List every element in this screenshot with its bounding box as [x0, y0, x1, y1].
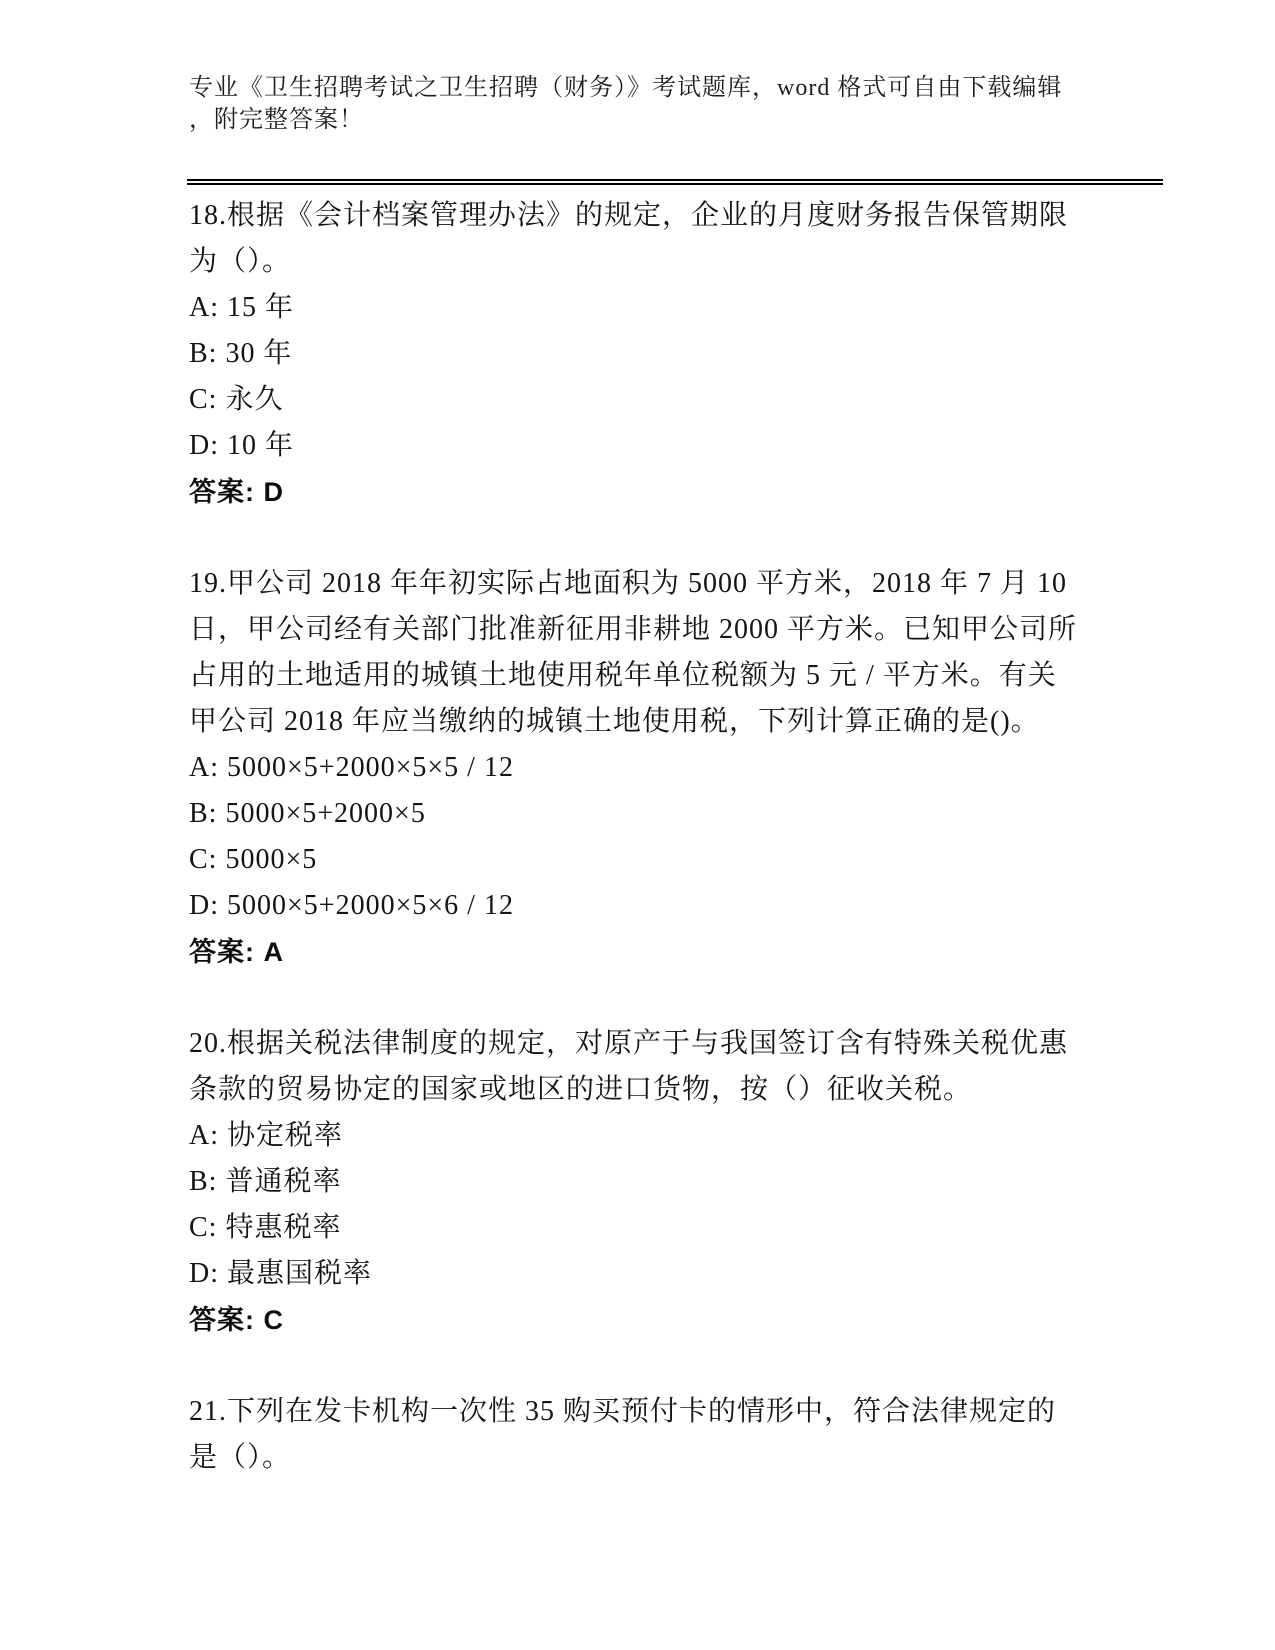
question-20-text-line: 条款的贸易协定的国家或地区的进口货物，按（）征收关税。 — [189, 1074, 973, 1105]
question-19-text-line: 占用的土地适用的城镇土地使用税年单位税额为 5 元 / 平方米。有关 — [189, 660, 1057, 691]
question-18-answer: 答案: D — [189, 477, 284, 507]
question-18-text-line: 为（）。 — [189, 246, 292, 277]
question-20-text-line: 20.根据关税法律制度的规定，对原产于与我国签订含有特殊关税优惠 — [189, 1028, 1069, 1059]
question-18-option-b: B: 30 年 — [189, 338, 293, 369]
question-19-text-line: 甲公司 2018 年应当缴纳的城镇土地使用税，下列计算正确的是()。 — [189, 706, 1040, 737]
question-19-option-c: C: 5000×5 — [189, 844, 318, 875]
question-19 — [189, 561, 1195, 975]
question-21-text-line: 是（）。 — [189, 1442, 292, 1473]
question-19-text-line: 19.甲公司 2018 年年初实际占地面积为 5000 平方米，2018 年 7 月 10 — [189, 568, 1068, 599]
question-21-text-line: 21.下列在发卡机构一次性 35 购买预付卡的情形中，符合法律规定的 — [189, 1396, 1057, 1427]
question-18 — [189, 193, 1195, 515]
question-20 — [189, 1021, 1195, 1343]
question-18-option-c: C: 永久 — [189, 384, 284, 415]
question-20-option-b: B: 普通税率 — [189, 1166, 342, 1197]
header-text-line-1: 专业《卫生招聘考试之卫生招聘（财务）》考试题库，word 格式可自由下载编辑 — [189, 75, 1063, 101]
question-20-option-c: C: 特惠税率 — [189, 1212, 342, 1243]
question-21 — [189, 1389, 1195, 1481]
question-18-option-a: A: 15 年 — [189, 292, 295, 323]
question-20-answer: 答案: C — [189, 1305, 284, 1335]
question-18-text-line: 18.根据《会计档案管理办法》的规定，企业的月度财务报告保管期限 — [189, 200, 1069, 231]
question-19-text-line: 日，甲公司经有关部门批准新征用非耕地 2000 平方米。已知甲公司所 — [189, 614, 1078, 645]
question-19-answer: 答案: A — [189, 937, 284, 967]
question-20-option-d: D: 最惠国税率 — [189, 1258, 373, 1289]
question-19-option-a: A: 5000×5+2000×5×5 / 12 — [189, 752, 514, 783]
question-19-option-d: D: 5000×5+2000×5×6 / 12 — [189, 890, 514, 921]
header-divider — [187, 179, 1163, 185]
question-19-option-b: B: 5000×5+2000×5 — [189, 798, 426, 829]
document-body — [189, 193, 1195, 1481]
page-header — [189, 72, 1195, 185]
question-20-option-a: A: 协定税率 — [189, 1120, 344, 1151]
header-text-line-2: ，附完整答案！ — [189, 107, 364, 133]
question-18-option-d: D: 10 年 — [189, 430, 295, 461]
